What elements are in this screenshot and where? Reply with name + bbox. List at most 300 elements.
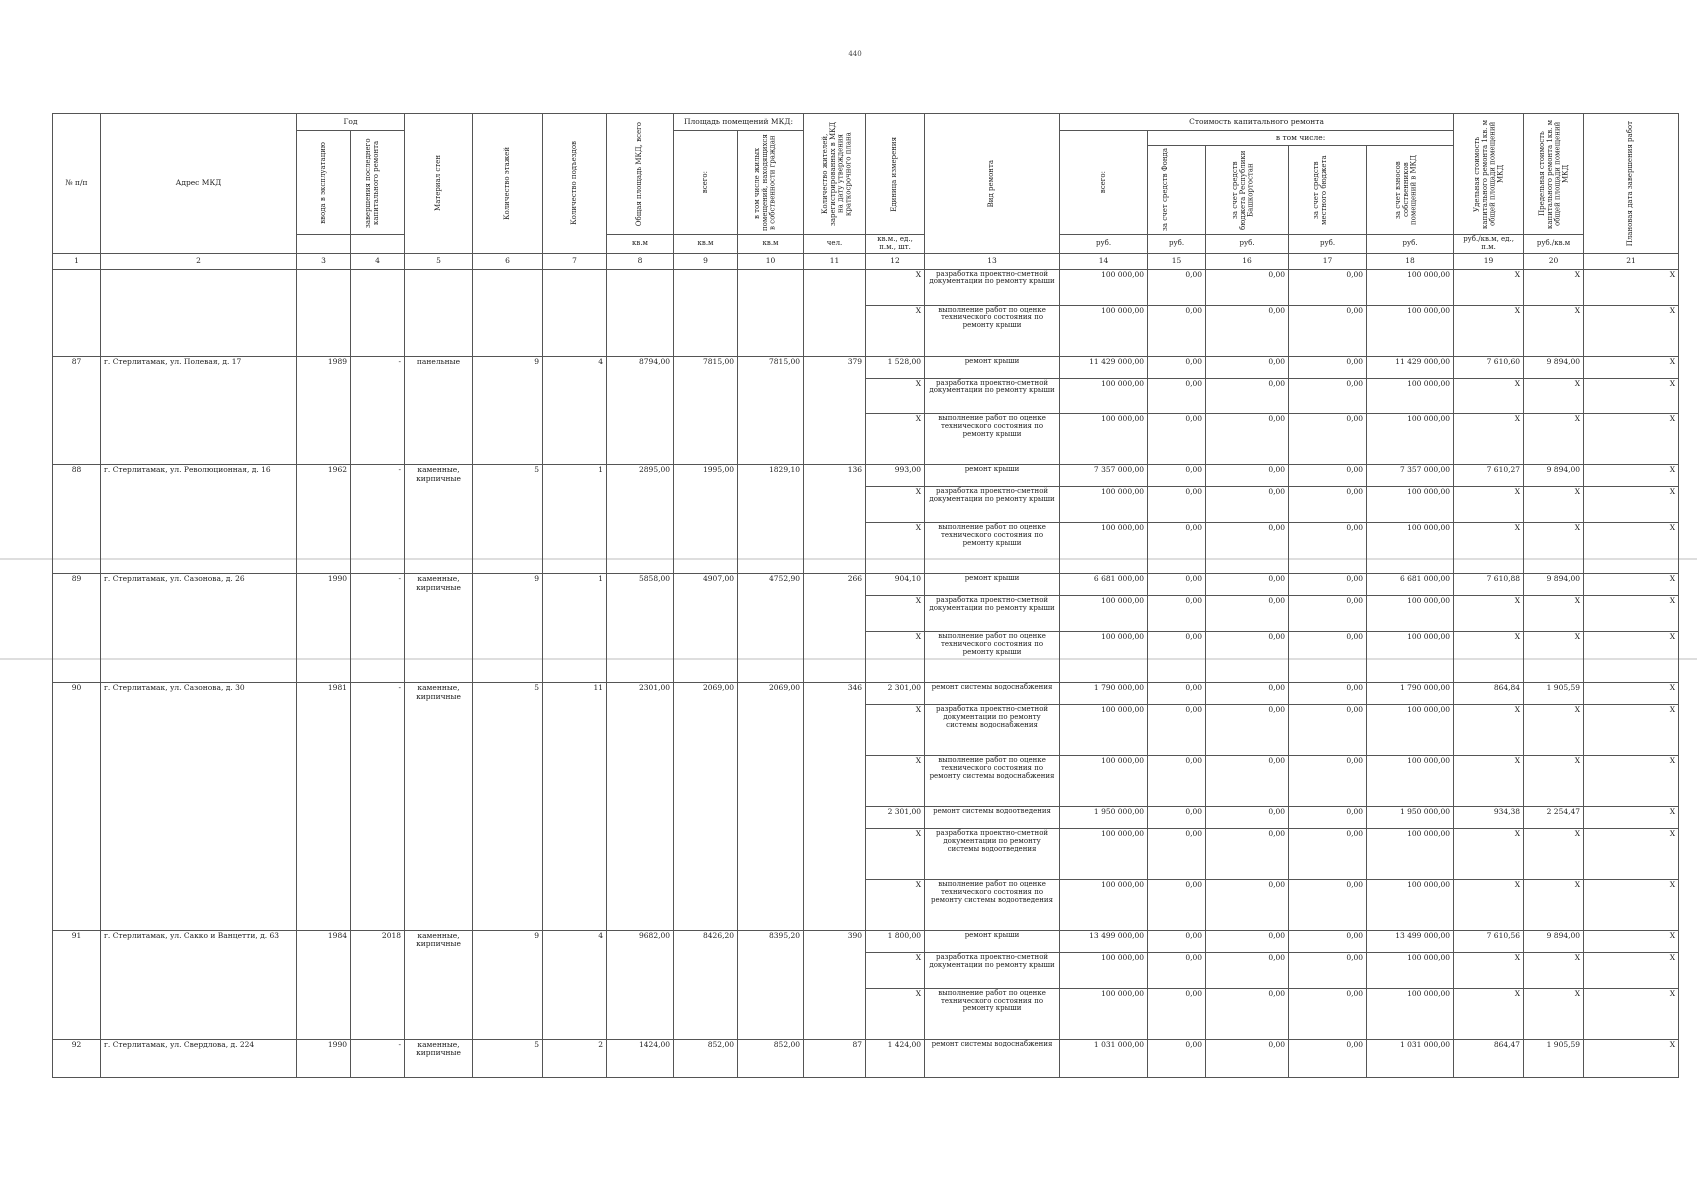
header-deadline: Плановая дата завершения работ — [1584, 114, 1679, 254]
house-area: 5858,00 — [607, 574, 674, 683]
repair-type: выполнение работ по оценке технического состояния по ремонту крыши — [925, 523, 1060, 574]
house-contrib: 4752,90 — [738, 574, 804, 683]
cost-total: 100 000,00 — [1060, 269, 1148, 305]
header-max-cost: Предельная стоимость капитального ремонта 1кв. м общей площади помещений МКД — [1524, 114, 1584, 235]
col-index-14: 14 — [1060, 253, 1148, 269]
unit-value: 2 301,00 — [866, 807, 925, 829]
unit-cost: 7 610,56 — [1454, 930, 1524, 952]
header-premises-total: всего: — [674, 131, 738, 235]
house-num: 90 — [53, 683, 101, 931]
unit-cost: X — [1454, 269, 1524, 305]
header-cost-total: всего: — [1060, 131, 1148, 235]
cost-republic: 0,00 — [1206, 705, 1289, 756]
table-row — [53, 269, 1679, 305]
cost-republic: 0,00 — [1206, 465, 1289, 487]
unit-cost: X — [1454, 952, 1524, 988]
deadline: X — [1584, 523, 1679, 574]
cost-fund: 0,00 — [1148, 1039, 1206, 1077]
cost-total: 100 000,00 — [1060, 952, 1148, 988]
unit-blank — [351, 235, 405, 254]
deadline: X — [1584, 414, 1679, 465]
col-index-12: 12 — [866, 253, 925, 269]
header-cost-owners: за счет взносов собственников помещений в МКД — [1367, 146, 1454, 235]
deadline: X — [1584, 879, 1679, 930]
cost-total: 100 000,00 — [1060, 378, 1148, 414]
unit-cost: X — [1454, 756, 1524, 807]
col-index-1: 1 — [53, 253, 101, 269]
house-address: г. Стерлитамак, ул. Свердлова, д. 224 — [101, 1039, 297, 1077]
cost-local: 0,00 — [1289, 414, 1367, 465]
table-row — [53, 465, 1679, 487]
max-cost: X — [1524, 378, 1584, 414]
repair-type: разработка проектно-сметной документации по ремонту крыши — [925, 596, 1060, 632]
house-last-repair: - — [351, 574, 405, 683]
col-index-7: 7 — [543, 253, 607, 269]
table-row — [53, 356, 1679, 378]
house-entrances: 1 — [543, 574, 607, 683]
house-residents: 346 — [804, 683, 866, 931]
cost-local: 0,00 — [1289, 1039, 1367, 1077]
cost-republic: 0,00 — [1206, 930, 1289, 952]
max-cost: 9 894,00 — [1524, 574, 1584, 596]
max-cost: X — [1524, 596, 1584, 632]
house-last-repair: - — [351, 1039, 405, 1077]
max-cost: X — [1524, 756, 1584, 807]
header-cost-republic: за счет средств бюджета Республики Башкортостан — [1206, 146, 1289, 235]
deadline: X — [1584, 807, 1679, 829]
col-index-9: 9 — [674, 253, 738, 269]
unit-value: X — [866, 632, 925, 683]
col-index-4: 4 — [351, 253, 405, 269]
cost-total: 100 000,00 — [1060, 705, 1148, 756]
unit-cost: X — [1454, 879, 1524, 930]
repair-type: выполнение работ по оценке технического состояния по ремонту крыши — [925, 305, 1060, 356]
cost-fund: 0,00 — [1148, 465, 1206, 487]
col-index-17: 17 — [1289, 253, 1367, 269]
cost-fund: 0,00 — [1148, 828, 1206, 879]
cost-owners: 100 000,00 — [1367, 596, 1454, 632]
max-cost: 1 905,59 — [1524, 683, 1584, 705]
repair-type: выполнение работ по оценке технического состояния по ремонту системы водоотведения — [925, 879, 1060, 930]
header-incl: в том числе: — [1148, 131, 1454, 146]
max-cost: 9 894,00 — [1524, 356, 1584, 378]
cost-fund: 0,00 — [1148, 807, 1206, 829]
cost-owners: 100 000,00 — [1367, 305, 1454, 356]
cost-total: 11 429 000,00 — [1060, 356, 1148, 378]
cost-republic: 0,00 — [1206, 596, 1289, 632]
cost-local: 0,00 — [1289, 930, 1367, 952]
cost-fund: 0,00 — [1148, 988, 1206, 1039]
max-cost: X — [1524, 705, 1584, 756]
cost-fund: 0,00 — [1148, 879, 1206, 930]
unit-area: кв.м — [607, 235, 674, 254]
cost-fund: 0,00 — [1148, 683, 1206, 705]
cost-owners: 6 681 000,00 — [1367, 574, 1454, 596]
cost-owners: 100 000,00 — [1367, 879, 1454, 930]
deadline: X — [1584, 378, 1679, 414]
col-index-18: 18 — [1367, 253, 1454, 269]
house-last-repair — [351, 269, 405, 356]
col-index-2: 2 — [101, 253, 297, 269]
house-premises: 2069,00 — [674, 683, 738, 931]
max-cost: 2 254,47 — [1524, 807, 1584, 829]
cost-total: 100 000,00 — [1060, 879, 1148, 930]
house-premises — [674, 269, 738, 356]
unit-rub-sqm: руб./кв.м — [1524, 235, 1584, 254]
cost-republic: 0,00 — [1206, 683, 1289, 705]
header-year: Год — [297, 114, 405, 131]
header-cost: Стоимость капитального ремонта — [1060, 114, 1454, 131]
house-year: 1962 — [297, 465, 351, 574]
cost-total: 100 000,00 — [1060, 305, 1148, 356]
unit-value: X — [866, 756, 925, 807]
deadline: X — [1584, 465, 1679, 487]
house-floors: 5 — [473, 465, 543, 574]
cost-republic: 0,00 — [1206, 756, 1289, 807]
house-material — [405, 269, 473, 356]
house-last-repair: - — [351, 465, 405, 574]
header-cost-fund: за счет средств Фонда — [1148, 146, 1206, 235]
house-premises: 8426,20 — [674, 930, 738, 1039]
cost-local: 0,00 — [1289, 632, 1367, 683]
cost-owners: 100 000,00 — [1367, 828, 1454, 879]
repair-type: ремонт крыши — [925, 356, 1060, 378]
cost-local: 0,00 — [1289, 465, 1367, 487]
max-cost: 1 905,59 — [1524, 1039, 1584, 1077]
cost-republic: 0,00 — [1206, 879, 1289, 930]
deadline: X — [1584, 952, 1679, 988]
repair-type: выполнение работ по оценке технического состояния по ремонту крыши — [925, 414, 1060, 465]
cost-republic: 0,00 — [1206, 952, 1289, 988]
cost-owners: 100 000,00 — [1367, 756, 1454, 807]
cost-republic: 0,00 — [1206, 574, 1289, 596]
house-contrib: 2069,00 — [738, 683, 804, 931]
cost-owners: 100 000,00 — [1367, 632, 1454, 683]
cost-local: 0,00 — [1289, 378, 1367, 414]
max-cost: X — [1524, 632, 1584, 683]
cost-total: 100 000,00 — [1060, 487, 1148, 523]
house-entrances: 4 — [543, 930, 607, 1039]
repair-type: разработка проектно-сметной документации по ремонту системы водоотведения — [925, 828, 1060, 879]
unit-cost: 864,47 — [1454, 1039, 1524, 1077]
house-num: 89 — [53, 574, 101, 683]
house-year: 1981 — [297, 683, 351, 931]
header-unit: Единица измерения — [866, 114, 925, 235]
cost-owners: 100 000,00 — [1367, 487, 1454, 523]
header-unit-cost: Удельная стоимость капитального ремонта 1кв. м общей площади помещений МКД — [1454, 114, 1524, 235]
deadline: X — [1584, 487, 1679, 523]
col-index-13: 13 — [925, 253, 1060, 269]
repair-type: разработка проектно-сметной документации по ремонту системы водоснабжения — [925, 705, 1060, 756]
deadline: X — [1584, 596, 1679, 632]
house-address: г. Стерлитамак, ул. Полевая, д. 17 — [101, 356, 297, 465]
unit-rub-total: руб. — [1060, 235, 1148, 254]
house-contrib: 7815,00 — [738, 356, 804, 465]
cost-fund: 0,00 — [1148, 356, 1206, 378]
unit-value: X — [866, 269, 925, 305]
house-residents: 266 — [804, 574, 866, 683]
max-cost: X — [1524, 988, 1584, 1039]
cost-republic: 0,00 — [1206, 414, 1289, 465]
cost-total: 1 950 000,00 — [1060, 807, 1148, 829]
cost-owners: 1 790 000,00 — [1367, 683, 1454, 705]
repair-type: выполнение работ по оценке технического состояния по ремонту крыши — [925, 988, 1060, 1039]
cost-fund: 0,00 — [1148, 305, 1206, 356]
cost-owners: 7 357 000,00 — [1367, 465, 1454, 487]
house-year: 1990 — [297, 1039, 351, 1077]
cost-total: 100 000,00 — [1060, 828, 1148, 879]
house-contrib: 8395,20 — [738, 930, 804, 1039]
house-entrances — [543, 269, 607, 356]
house-floors: 5 — [473, 683, 543, 931]
cost-local: 0,00 — [1289, 705, 1367, 756]
cost-total: 1 031 000,00 — [1060, 1039, 1148, 1077]
repair-type: ремонт системы водоснабжения — [925, 1039, 1060, 1077]
header-year-commission: ввода в эксплуатацию — [297, 131, 351, 235]
unit-value: X — [866, 705, 925, 756]
cost-total: 6 681 000,00 — [1060, 574, 1148, 596]
house-area: 2301,00 — [607, 683, 674, 931]
max-cost: 9 894,00 — [1524, 465, 1584, 487]
repair-type: разработка проектно-сметной документации по ремонту крыши — [925, 487, 1060, 523]
house-address: г. Стерлитамак, ул. Сакко и Ванцетти, д. 63 — [101, 930, 297, 1039]
cost-total: 7 357 000,00 — [1060, 465, 1148, 487]
cost-owners: 11 429 000,00 — [1367, 356, 1454, 378]
cost-republic: 0,00 — [1206, 523, 1289, 574]
max-cost: 9 894,00 — [1524, 930, 1584, 952]
max-cost: X — [1524, 952, 1584, 988]
cost-fund: 0,00 — [1148, 756, 1206, 807]
house-material: каменные, кирпичные — [405, 1039, 473, 1077]
house-entrances: 11 — [543, 683, 607, 931]
cost-fund: 0,00 — [1148, 523, 1206, 574]
unit-rub-owners: руб. — [1367, 235, 1454, 254]
house-premises: 1995,00 — [674, 465, 738, 574]
deadline: X — [1584, 930, 1679, 952]
deadline: X — [1584, 756, 1679, 807]
cost-total: 100 000,00 — [1060, 414, 1148, 465]
cost-fund: 0,00 — [1148, 596, 1206, 632]
house-floors: 9 — [473, 356, 543, 465]
cost-republic: 0,00 — [1206, 828, 1289, 879]
cost-republic: 0,00 — [1206, 305, 1289, 356]
unit-value: X — [866, 378, 925, 414]
unit-rub-local: руб. — [1289, 235, 1367, 254]
unit-cost: 864,84 — [1454, 683, 1524, 705]
unit-contrib: кв.м — [738, 235, 804, 254]
cost-fund: 0,00 — [1148, 930, 1206, 952]
repair-type: ремонт крыши — [925, 465, 1060, 487]
header-wall-material: Материал стен — [405, 114, 473, 254]
unit-value: X — [866, 523, 925, 574]
house-address: г. Стерлитамак, ул. Сазонова, д. 30 — [101, 683, 297, 931]
table-row — [53, 574, 1679, 596]
house-floors — [473, 269, 543, 356]
col-index-6: 6 — [473, 253, 543, 269]
house-residents: 390 — [804, 930, 866, 1039]
header-total-area: Общая площадь МКД, всего — [607, 114, 674, 235]
house-year — [297, 269, 351, 356]
house-address — [101, 269, 297, 356]
cost-owners: 100 000,00 — [1367, 523, 1454, 574]
cost-total: 100 000,00 — [1060, 988, 1148, 1039]
cost-local: 0,00 — [1289, 756, 1367, 807]
house-area: 2895,00 — [607, 465, 674, 574]
cost-local: 0,00 — [1289, 879, 1367, 930]
house-num: 88 — [53, 465, 101, 574]
house-material: каменные, кирпичные — [405, 465, 473, 574]
cost-fund: 0,00 — [1148, 378, 1206, 414]
house-residents: 87 — [804, 1039, 866, 1077]
deadline: X — [1584, 269, 1679, 305]
cost-local: 0,00 — [1289, 683, 1367, 705]
unit-blank — [297, 235, 351, 254]
cost-local: 0,00 — [1289, 523, 1367, 574]
col-index-19: 19 — [1454, 253, 1524, 269]
table-row — [53, 930, 1679, 952]
house-residents: 136 — [804, 465, 866, 574]
max-cost: X — [1524, 879, 1584, 930]
cost-owners: 100 000,00 — [1367, 988, 1454, 1039]
house-year: 1990 — [297, 574, 351, 683]
house-num: 91 — [53, 930, 101, 1039]
cost-fund: 0,00 — [1148, 269, 1206, 305]
house-area: 1424,00 — [607, 1039, 674, 1077]
house-floors: 9 — [473, 930, 543, 1039]
house-residents — [804, 269, 866, 356]
cost-fund: 0,00 — [1148, 414, 1206, 465]
deadline: X — [1584, 632, 1679, 683]
unit-value: 1 528,00 — [866, 356, 925, 378]
unit-value: X — [866, 879, 925, 930]
cost-republic: 0,00 — [1206, 356, 1289, 378]
unit-rub-rep: руб. — [1206, 235, 1289, 254]
max-cost: X — [1524, 487, 1584, 523]
unit-value: X — [866, 988, 925, 1039]
unit-cost: X — [1454, 705, 1524, 756]
house-premises: 4907,00 — [674, 574, 738, 683]
repair-type: ремонт системы водоснабжения — [925, 683, 1060, 705]
header-premises-area: Площадь помещений МКД: — [674, 114, 804, 131]
unit-value: X — [866, 414, 925, 465]
table-row — [53, 683, 1679, 705]
deadline: X — [1584, 1039, 1679, 1077]
unit-rub-fund: руб. — [1148, 235, 1206, 254]
house-last-repair: 2018 — [351, 930, 405, 1039]
house-material: каменные, кирпичные — [405, 930, 473, 1039]
capital-repair-table — [52, 113, 1679, 1078]
cost-local: 0,00 — [1289, 828, 1367, 879]
cost-owners: 100 000,00 — [1367, 269, 1454, 305]
unit-cost: 7 610,88 — [1454, 574, 1524, 596]
deadline: X — [1584, 705, 1679, 756]
unit-cost: X — [1454, 632, 1524, 683]
header-num: № п/п — [53, 114, 101, 254]
col-index-8: 8 — [607, 253, 674, 269]
cost-total: 100 000,00 — [1060, 523, 1148, 574]
max-cost: X — [1524, 523, 1584, 574]
cost-fund: 0,00 — [1148, 487, 1206, 523]
unit-cost: 934,38 — [1454, 807, 1524, 829]
table-body — [53, 269, 1679, 1077]
unit-cost: X — [1454, 414, 1524, 465]
cost-local: 0,00 — [1289, 487, 1367, 523]
cost-republic: 0,00 — [1206, 807, 1289, 829]
house-entrances: 1 — [543, 465, 607, 574]
unit-value: 1 800,00 — [866, 930, 925, 952]
house-premises: 852,00 — [674, 1039, 738, 1077]
cost-local: 0,00 — [1289, 305, 1367, 356]
unit-value: 2 301,00 — [866, 683, 925, 705]
max-cost: X — [1524, 305, 1584, 356]
cost-republic: 0,00 — [1206, 378, 1289, 414]
max-cost: X — [1524, 414, 1584, 465]
unit-value: 1 424,00 — [866, 1039, 925, 1077]
cost-owners: 100 000,00 — [1367, 414, 1454, 465]
unit-cost: 7 610,60 — [1454, 356, 1524, 378]
cost-republic: 0,00 — [1206, 988, 1289, 1039]
header-year-last-repair: завершения последнего капитального ремонта — [351, 131, 405, 235]
house-material: панельные — [405, 356, 473, 465]
unit-cost: X — [1454, 305, 1524, 356]
cost-total: 1 790 000,00 — [1060, 683, 1148, 705]
unit-cost: X — [1454, 988, 1524, 1039]
cost-fund: 0,00 — [1148, 705, 1206, 756]
cost-local: 0,00 — [1289, 596, 1367, 632]
unit-value: X — [866, 952, 925, 988]
repair-type: разработка проектно-сметной документации по ремонту крыши — [925, 952, 1060, 988]
unit-people: чел. — [804, 235, 866, 254]
unit-measure: кв.м., ед., п.м., шт. — [866, 235, 925, 254]
col-index-16: 16 — [1206, 253, 1289, 269]
house-contrib: 1829,10 — [738, 465, 804, 574]
cost-total: 100 000,00 — [1060, 632, 1148, 683]
cost-republic: 0,00 — [1206, 269, 1289, 305]
house-num: 92 — [53, 1039, 101, 1077]
house-last-repair: - — [351, 356, 405, 465]
col-index-10: 10 — [738, 253, 804, 269]
col-index-15: 15 — [1148, 253, 1206, 269]
house-premises: 7815,00 — [674, 356, 738, 465]
house-entrances: 4 — [543, 356, 607, 465]
unit-cost: X — [1454, 487, 1524, 523]
repair-type: разработка проектно-сметной документации по ремонту крыши — [925, 269, 1060, 305]
house-year: 1989 — [297, 356, 351, 465]
unit-cost: X — [1454, 828, 1524, 879]
house-floors: 9 — [473, 574, 543, 683]
repair-type: ремонт крыши — [925, 930, 1060, 952]
unit-value: 993,00 — [866, 465, 925, 487]
header-premises-contrib: в том числе жилых помещений, находящихся в собственности граждан — [738, 131, 804, 235]
house-area — [607, 269, 674, 356]
unit-value: X — [866, 487, 925, 523]
header-cost-local: за счет средств местного бюджета — [1289, 146, 1367, 235]
repair-type: выполнение работ по оценке технического состояния по ремонту крыши — [925, 632, 1060, 683]
unit-value: X — [866, 305, 925, 356]
cost-owners: 1 031 000,00 — [1367, 1039, 1454, 1077]
unit-value: X — [866, 828, 925, 879]
unit-cost: X — [1454, 596, 1524, 632]
table-row — [53, 1039, 1679, 1077]
unit-cost: 7 610,27 — [1454, 465, 1524, 487]
house-last-repair: - — [351, 683, 405, 931]
cost-owners: 100 000,00 — [1367, 705, 1454, 756]
cost-local: 0,00 — [1289, 356, 1367, 378]
house-entrances: 2 — [543, 1039, 607, 1077]
cost-republic: 0,00 — [1206, 1039, 1289, 1077]
house-area: 9682,00 — [607, 930, 674, 1039]
col-index-20: 20 — [1524, 253, 1584, 269]
